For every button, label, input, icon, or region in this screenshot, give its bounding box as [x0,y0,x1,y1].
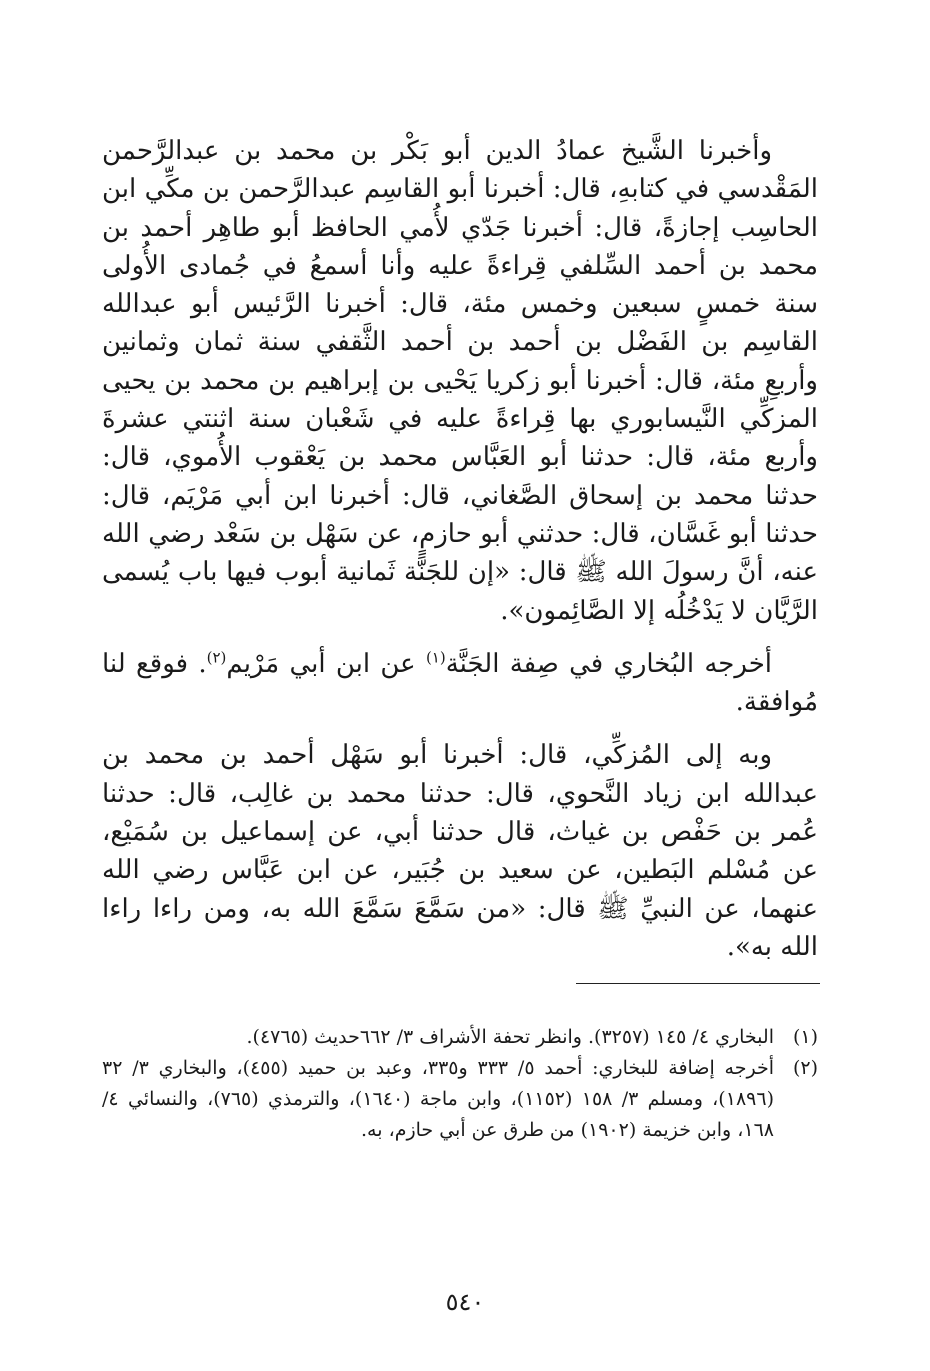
paragraph-spacer [102,721,818,736]
takhrij-text-middle: عن ابن أبي مَرْيم [226,648,426,679]
main-text [102,132,818,966]
page-number: ٥٤٠ [445,1288,485,1316]
footnote-ref-1[interactable]: (١) [425,648,446,667]
takhrij-paragraph [102,645,818,722]
footnote-number: (١) [792,1026,818,1048]
hadith-paragraph-2: وبه إلى المُزكِّي، قال: أخبرنا أبو سَهْل أحمد بن محمد بن عبدالله ابن زياد النَّحوي، قال: حدثنا محمد بن غالِب، قال: حدثنا عُمر بن حَفْص بن غياث، قال حدثنا أبي، عن إسماعيل بن سُمَيْع، عن مُسْلم البَطين، عن سعيد بن جُبَير، عن ابن عَبَّاس رضي الله عنهما، عن النبيِّ ﷺ قال: «من سَمَّعَ سَمَّعَ الله به، ومن راءا راءا الله به». [102,740,818,962]
takhrij-text-end: . فوقع لنا مُوافقة. [102,648,818,718]
footnote-2 [102,1053,818,1146]
footnote-text: أخرجه إضافة للبخاري: أحمد ٥/ ٣٣٣ و٣٣٥، وعبد بن حميد (٤٥٥)، والبخاري ٣/ ٣٢ (١٨٩٦)، ومسلم ٣/ ١٥٨ (١١٥٢)، وابن ماجة (١٦٤٠)، والترمذي (٧٦٥)، والنسائي ٤/ ١٦٨، وابن خزيمة (١٩٠٢) من طرق عن أبي حازم، به. [102,1057,774,1141]
hadith-paragraph-1: وأخبرنا الشَّيخ عمادُ الدين أبو بَكْر بن محمد بن عبدالرَّحمن المَقْدسي في كتابهِ، قال: أخبرنا أبو القاسِم عبدالرَّحمن بن مكِّي ابن الحاسِب إجازةً، قال: أخبرنا جَدّي لأُمي الحافظ أبو طاهِر أحمد بن محمد بن أحمد السِّلفي قِراءةً عليه وأنا أسمعُ في جُمادى الأُولى سنة خمسٍ سبعين وخمس مئة، قال: أخبرنا الرَّئيس أبو عبدالله القاسِم بن الفَضْل بن أحمد بن أحمد الثَّقفي سنة ثمان وثمانين وأربعِ مئة، قال: أخبرنا أبو زكريا يَحْيى بن إبراهيم بن محمد بن يحيى المزكِّي النَّيسابوري بها قِراءةً عليه في شَعْبان سنة اثنتي عشرةَ وأربع مئة، قال: حدثنا أبو العَبَّاس محمد بن يَعْقوب الأُموي، قال: حدثنا محمد بن إسحاق الصَّغاني، قال: أخبرنا ابن أبي مَرْيَم، قال: حدثنا أبو غَسَّان، قال: حدثني أبو حازمٍ، عن سَهْل بن سَعْد رضي الله عنه، أنَّ رسولَ الله ﷺ قال: «إن للجَنَّة ثَمانية أبوب فيها باب يُسمى الرَّيَّان لا يَدْخُلُه إلا الصَّائِمون». [102,136,818,626]
footnote-number: (٢) [792,1057,818,1079]
footnote-text: البخاري ٤/ ١٤٥ (٣٢٥٧). وانظر تحفة الأشراف ٣/ ٦٦٢حديث (٤٧٦٥). [246,1026,774,1048]
takhrij-text-start: أخرجه البُخاري في صِفة الجَنَّة [445,648,772,679]
footnotes [102,1022,818,1146]
footnote-1 [102,1022,818,1053]
footnote-ref-2[interactable]: (٢) [206,648,227,667]
footnote-separator [576,983,820,984]
paragraph-spacer [102,630,818,645]
